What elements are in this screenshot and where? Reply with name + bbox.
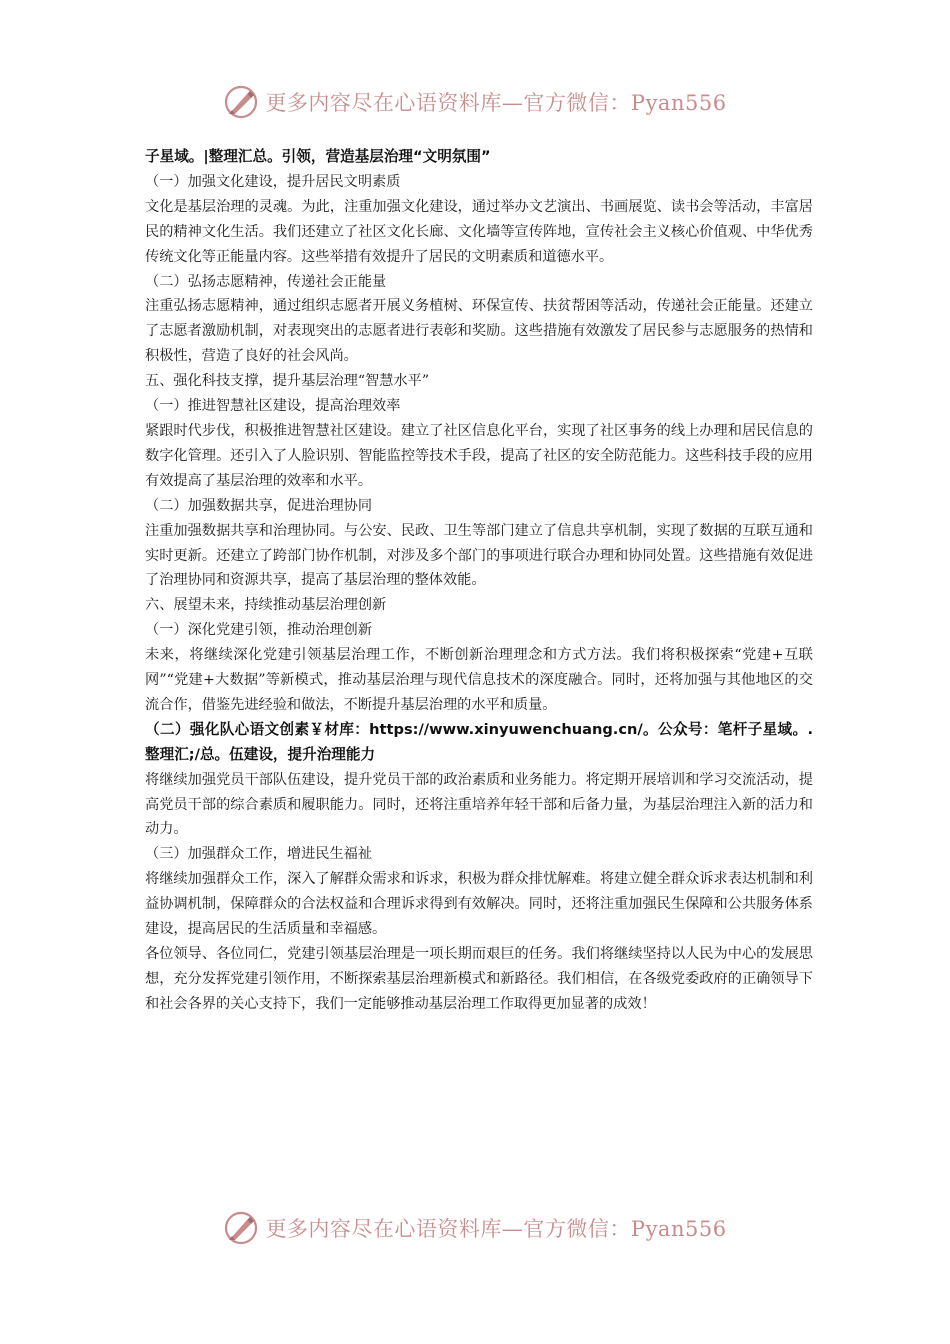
watermark-text: 更多内容尽在心语资料库—官方微信：Pyan556 bbox=[265, 1217, 727, 1241]
paragraph: （二）加强数据共享，促进治理协同 bbox=[145, 497, 373, 514]
paragraph: 文化是基层治理的灵魂。为此，注重加强文化建设，通过举办文艺演出、书画展览、读书会等活动，丰富居民的精神文化生活。我们还建立了社区文化长廊、文化墙等宣传阵地，宣传社会主义核心价值观、中华优秀传统文化等正能量内容。这些举措有效提升了居民的文明素质和道德水平。 bbox=[145, 198, 813, 265]
footer-watermark bbox=[0, 1208, 950, 1248]
pen-logo-icon bbox=[223, 1210, 259, 1246]
paragraph: 子星域。|整理汇总。引领，营造基层治理“文明氛围” bbox=[145, 148, 491, 165]
paragraph: 将继续加强党员干部队伍建设，提升党员干部的政治素质和业务能力。将定期开展培训和学习交流活动，提高党员干部的综合素质和履职能力。同时，还将注重培养年轻干部和后备力量，为基层治理注入新的活力和动力。 bbox=[145, 771, 813, 838]
header-watermark bbox=[0, 82, 950, 122]
pen-logo-icon bbox=[223, 84, 259, 120]
paragraph: （一）推进智慧社区建设，提高治理效率 bbox=[145, 398, 401, 415]
paragraph: （三）加强群众工作，增进民生福祉 bbox=[145, 846, 373, 863]
paragraph: 各位领导、各位同仁，党建引领基层治理是一项长期而艰巨的任务。我们将继续坚持以人民为中心的发展思想，充分发挥党建引领作用，不断探索基层治理新模式和新路径。我们相信，在各级党委政府的正确领导下和社会各界的关心支持下，我们一定能够推动基层治理工作取得更加显著的成效！ bbox=[145, 946, 813, 1012]
paragraph: 未来，将继续深化党建引领基层治理工作，不断创新治理理念和方式方法。我们将积极探索“党建+互联网”“党建+大数据”等新模式，推动基层治理与现代信息技术的深度融合。同时，还将加强与其他地区的交流合作，借鉴先进经验和做法，不断提升基层治理的水平和质量。 bbox=[145, 647, 813, 713]
paragraph: 五、强化科技支撑，提升基层治理“智慧水平” bbox=[145, 373, 430, 390]
paragraph: 注重弘扬志愿精神，通过组织志愿者开展义务植树、环保宣传、扶贫帮困等活动，传递社会正能量。还建立了志愿者激励机制，对表现突出的志愿者进行表彰和奖励。这些措施有效激发了居民参与志愿服务的热情和积极性，营造了良好的社会风尚。 bbox=[145, 298, 813, 365]
paragraph: 紧跟时代步伐，积极推进智慧社区建设。建立了社区信息化平台，实现了社区事务的线上办理和居民信息的数字化管理。还引入了人脸识别、智能监控等技术手段，提高了社区的安全防范能力。这些科技手段的应用有效提高了基层治理的效率和水平。 bbox=[145, 422, 813, 489]
paragraph: （一）加强文化建设，提升居民文明素质 bbox=[145, 173, 401, 190]
document-body bbox=[145, 145, 813, 1017]
watermark-text: 更多内容尽在心语资料库—官方微信：Pyan556 bbox=[265, 91, 727, 115]
paragraph: （二）强化队心语文创素￥材库：https://www.xinyuwenchuang.cn/。公众号：笔杆子星域。.整理汇;/总。伍建设，提升治理能力 bbox=[145, 720, 813, 763]
paragraph: 将继续加强群众工作，深入了解群众需求和诉求，积极为群众排忧解难。将建立健全群众诉求表达机制和利益协调机制，保障群众的合法权益和合理诉求得到有效解决。同时，还将注重加强民生保障和公共服务体系建设，提高居民的生活质量和幸福感。 bbox=[145, 871, 813, 938]
paragraph: （二）弘扬志愿精神，传递社会正能量 bbox=[145, 273, 387, 290]
paragraph: 注重加强数据共享和治理协同。与公安、民政、卫生等部门建立了信息共享机制，实现了数据的互联互通和实时更新。还建立了跨部门协作机制，对涉及多个部门的事项进行联合办理和协同处置。这些措施有效促进了治理协同和资源共享，提高了基层治理的整体效能。 bbox=[145, 522, 813, 589]
paragraph: 六、展望未来，持续推动基层治理创新 bbox=[145, 597, 387, 614]
paragraph: （一）深化党建引领，推动治理创新 bbox=[145, 622, 373, 639]
